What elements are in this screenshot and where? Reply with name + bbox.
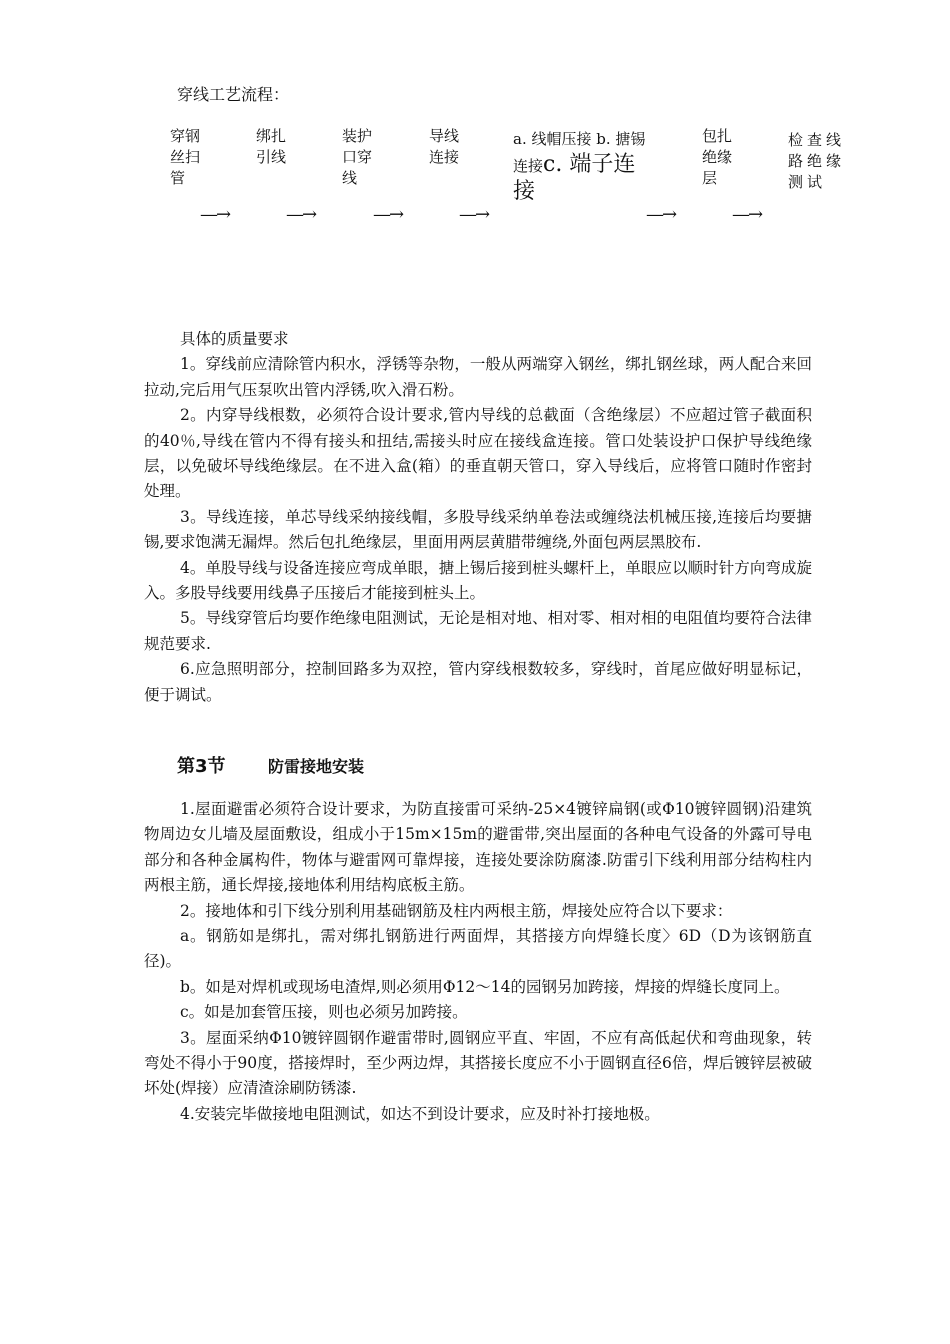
flow-arrow-6: —→ [732, 204, 762, 225]
flow-step-3: 装护口穿线 [342, 127, 373, 187]
section-item-4: 4.安装完毕做接地电阻测试，如达不到设计要求，应及时补打接地极。 [180, 1104, 660, 1123]
flow-arrow-5: —→ [646, 204, 676, 225]
flow-step-7: 检查线路绝缘测试 [788, 131, 846, 191]
section-item-3: 3。屋面采纳Φ10镀锌圆钢作避雷带时,圆钢应平直、牢固，不应有高低起伏和弯曲现象，转弯处不得小于90度，搭接焊时，至少两边焊，其搭接长度应不小于圆钢直径6倍，焊后镀锌层被破坏处(焊接）应清渣涂刷防锈漆. [144, 1028, 812, 1098]
flow-arrow-4: —→ [459, 204, 489, 225]
flow-step-4: 导线连接 [429, 127, 460, 166]
section-item-2: 2。接地体和引下线分别利用基础钢筋及柱内两根主筋，焊接处应符合以下要求： [180, 901, 733, 920]
quality-item-1: 1。穿线前应清除管内积水，浮锈等杂物，一般从两端穿入钢丝，绑扎钢丝球，两人配合来回拉动,完后用气压泵吹出管内浮锈,吹入滑石粉。 [144, 355, 812, 399]
flow-title: 穿线工艺流程： [177, 85, 290, 104]
flow-step-5-large: c. 端子连接 [513, 152, 636, 204]
flow-step-1: 穿钢丝扫管 [170, 127, 201, 187]
flow-step-5 [513, 126, 653, 206]
section-body [144, 797, 812, 1127]
section-number: 第3节 [177, 756, 226, 777]
quality-item-3: 3。导线连接，单芯导线采纳接线帽，多股导线采纳单卷法或缠绕法机械压接,连接后均要搪锡,要求饱满无漏焊。然后包扎绝缘层，里面用两层黄腊带缠绕,外面包两层黑胶布. [144, 507, 812, 552]
flow-step-5-text: a. 线帽压接 b. 搪锡连接 [513, 130, 646, 175]
section-item-a: a。钢筋如是绑扎，需对绑扎钢筋进行两面焊，其搭接方向焊缝长度〉6D（D为该钢筋直径)。 [144, 927, 812, 971]
quality-item-2: 2。内穿导线根数，必须符合设计要求,管内导线的总截面（含绝缘层）不应超过管子截面积的40％,导线在管内不得有接头和扭结,需接头时应在接线盒连接。管口处装设护口保护导线绝缘层，以免破坏导线绝缘层。在不进入盒(箱）的垂直朝天管口，穿入导线后，应将管口随时作密封处理。 [144, 406, 812, 501]
quality-item-6: 6.应急照明部分，控制回路多为双控，管内穿线根数较多，穿线时，首尾应做好明显标记，便于调试。 [144, 660, 812, 704]
quality-section [144, 327, 812, 708]
section-item-1: 1.屋面避雷必须符合设计要求，为防直接雷可采纳-25×4镀锌扁钢(或Φ10镀锌圆钢)沿建筑物周边女儿墙及屋面敷设，组成小于15m×15m的避雷带,突出屋面的各种电气设备的外露可导电部分和各种金属构件，物体与避雷网可靠焊接，连接处要涂防腐漆.防雷引下线利用部分结构柱内两根主筋，通长焊接,接地体利用结构底板主筋。 [144, 800, 812, 895]
section-item-c: c。如是加套管压接，则也必须另加跨接。 [180, 1003, 468, 1022]
flow-step-2: 绑扎引线 [256, 127, 287, 166]
flow-step-6: 包扎绝缘层 [702, 127, 733, 187]
flow-arrow-1: —→ [200, 204, 230, 225]
section-item-b: b。如是对焊机或现场电渣焊,则必须用Φ12～14的园钢另加跨接，焊接的焊缝长度同上。 [180, 977, 790, 996]
quality-item-5: 5。导线穿管后均要作绝缘电阻测试，无论是相对地、相对零、相对相的电阻值均要符合法律规范要求. [144, 609, 812, 653]
section-title: 防雷接地安装 [268, 757, 365, 776]
quality-item-4: 4。单股导线与设备连接应弯成单眼，搪上锡后接到桩头螺杆上，单眼应以顺时针方向弯成旋入。多股导线要用线鼻子压接后才能接到桩头上。 [144, 558, 812, 603]
flow-arrow-2: —→ [286, 204, 316, 225]
quality-title: 具体的质量要求 [180, 330, 289, 348]
flow-arrow-3: —→ [373, 204, 403, 225]
